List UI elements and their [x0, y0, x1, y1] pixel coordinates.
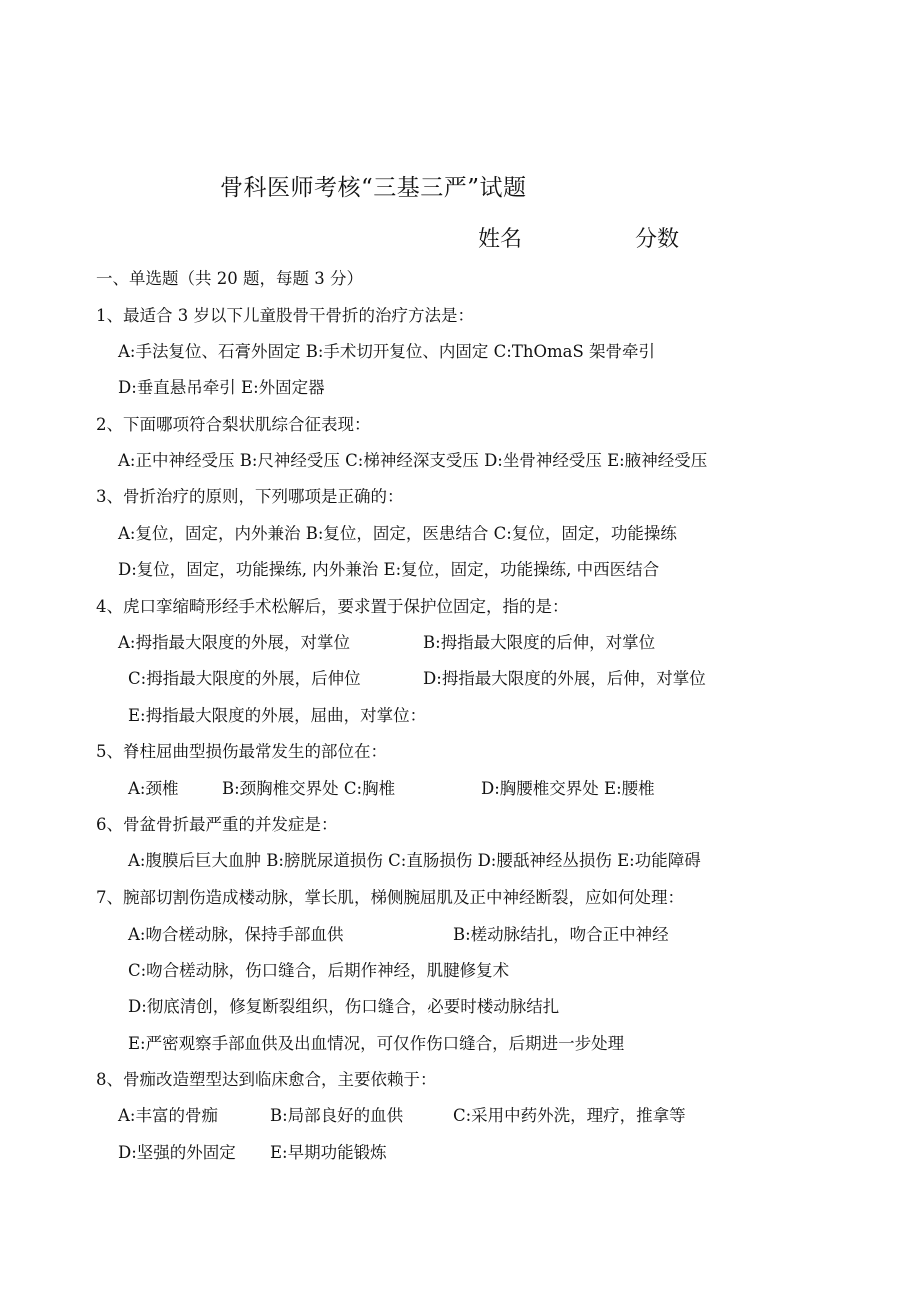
- question-stem: 5、脊柱屈曲型损伤最常发生的部位在：: [96, 742, 387, 761]
- option-b: B:槎动脉结扎，吻合正中神经: [453, 925, 669, 944]
- question-options: A:复位，固定，内外兼治 B:复位，固定，医患结合 C:复位，固定，功能操练: [118, 524, 677, 543]
- option-d: D:拇指最大限度的外展，后伸，对掌位: [423, 669, 706, 688]
- option-e: E:早期功能锻炼: [270, 1143, 387, 1162]
- question-stem: 8、骨痂改造塑型达到临床愈合，主要依赖于：: [96, 1070, 437, 1089]
- question-stem: 1、最适合 3 岁以下儿童股骨干骨折的治疗方法是：: [96, 306, 474, 325]
- option-d-e: D:胸腰椎交界处 E:腰椎: [481, 779, 655, 798]
- question-options: A:正中神经受压 B:尺神经受压 C:梯神经深支受压 D:坐骨神经受压 E:腋神经受压: [118, 451, 708, 470]
- question-stem: 7、腕部切割伤造成楼动脉，掌长肌，梯侧腕屈肌及正中神经断裂，应如何处理：: [96, 888, 684, 907]
- option-c: C:采用中药外洗，理疗，推拿等: [453, 1106, 686, 1125]
- question-stem: 3、骨折治疗的原则，下列哪项是正确的：: [96, 487, 404, 506]
- question-options: D:复位，固定，功能操练, 内外兼治 E:复位，固定，功能操练, 中西医结合: [118, 560, 660, 579]
- option-b: B:拇指最大限度的后伸，对掌位: [423, 633, 656, 652]
- question-options: A:腹膜后巨大血肿 B:膀胱尿道损伤 C:直肠损伤 D:腰舐神经丛损伤 E:功能障碍: [128, 851, 701, 870]
- question-stem: 4、虎口挛缩畸形经手术松解后，要求置于保护位固定，指的是：: [96, 597, 569, 616]
- question-stem: 6、骨盆骨折最严重的并发症是：: [96, 815, 338, 834]
- option-a: A:吻合槎动脉，保持手部血供: [128, 925, 344, 944]
- section-heading: 一、单选题（共 20 题，每题 3 分）: [96, 269, 363, 288]
- score-label: 分数: [635, 227, 680, 252]
- option-c: C:拇指最大限度的外展，后伸位: [128, 669, 361, 688]
- question-options: A:手法复位、石膏外固定 B:手术切开复位、内固定 C:ThOmaS 架骨牵引: [118, 342, 656, 361]
- option-e: E:拇指最大限度的外展，屈曲，对掌位：: [128, 706, 427, 725]
- exam-title: 骨科医师考核“三基三严”试题: [220, 175, 527, 201]
- option-c: C:吻合槎动脉，伤口缝合，后期作神经，肌腱修复术: [128, 961, 510, 980]
- option-a: A:丰富的骨痂: [118, 1106, 218, 1125]
- option-b-c: B:颈胸椎交界处 C:胸椎: [222, 779, 396, 798]
- option-e: E:严密观察手部血供及出血情况，可仅作伤口缝合，后期进一步处理: [128, 1034, 625, 1053]
- option-b: B:局部良好的血供: [270, 1106, 404, 1125]
- option-a: A:拇指最大限度的外展，对掌位: [118, 633, 350, 652]
- name-label: 姓名: [478, 227, 523, 252]
- question-stem: 2、下面哪项符合梨状肌综合征表现：: [96, 415, 371, 434]
- question-options: D:垂直悬吊牵引 E:外固定器: [118, 378, 325, 397]
- option-a: A:颈椎: [128, 779, 179, 798]
- option-d: D:彻底清创，修复断裂组织，伤口缝合，必要时楼动脉结扎: [128, 997, 560, 1016]
- option-d: D:坚强的外固定: [118, 1143, 236, 1162]
